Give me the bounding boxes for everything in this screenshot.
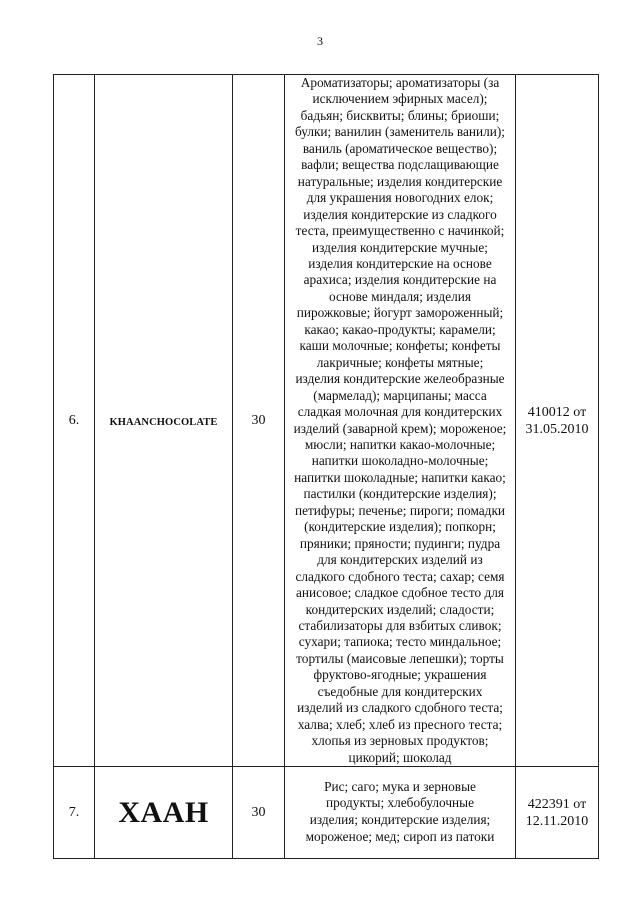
trademark-cell	[95, 767, 233, 859]
page-number: 3	[317, 34, 323, 48]
trademark-table	[53, 74, 599, 859]
registration-info: 422391 от 12.11.2010	[516, 767, 599, 859]
class-number: 30	[233, 767, 285, 859]
trademark-text: ХААН	[118, 795, 209, 829]
goods-list: Рис; саго; мука и зерновые продукты; хлебобулочные изделия; кондитерские изделия; мороженое; мед; сироп из патоки	[285, 767, 516, 859]
table-row	[54, 767, 599, 859]
goods-list: Ароматизаторы; ароматизаторы (за исключением эфирных масел); бадьян; бисквиты; блины; бриоши; булки; ванилин (заменитель ванили); ваниль (ароматическое вещество); вафли; вещества подслащивающие натуральные; изделия кондитерские для украшения новогодних елок; изделия кондитерские из сладкого теста, преимущественно с начинкой; изделия кондитерские мучные; изделия кондитерские на основе арахиса; изделия кондитерские на основе миндаля; изделия пирожковые; йогурт замороженный; какао; какао-продукты; карамели; каши молочные; конфеты; конфеты лакричные; конфеты мятные; изделия кондитерские желеобразные (мармелад); марципаны; масса сладкая молочная для кондитерских изделий (заварной крем); мороженое; мюсли; напитки какао-молочные; напитки шоколадно-молочные; напитки шоколадные; напитки какао; пастилки (кондитерские изделия); петифуры; печенье; пироги; помадки (кондитерские изделия); попкорн; пряники; пряности; пудинги; пудра для кондитерских изделий из сладкого сдобного теста; сахар; семя анисовое; сладкое сдобное тесто для кондитерских изделий; сладости; стабилизаторы для взбитых сливок; сухари; тапиока; тесто миндальное; тортилы (маисовые лепешки); торты фруктово-ягодные; украшения съедобные для кондитерских изделий из сладкого сдобного теста; халва; хлеб; хлеб из пресного теста; хлопья из зерновых продуктов; цикорий; шоколад	[285, 75, 516, 767]
registration-info: 410012 от 31.05.2010	[516, 75, 599, 767]
trademark-cell	[95, 75, 233, 767]
class-number: 30	[233, 75, 285, 767]
trademark-text: KHAANCHOCOLATE	[109, 416, 218, 428]
row-number: 6.	[54, 75, 95, 767]
row-number: 7.	[54, 767, 95, 859]
table-row	[54, 75, 599, 767]
